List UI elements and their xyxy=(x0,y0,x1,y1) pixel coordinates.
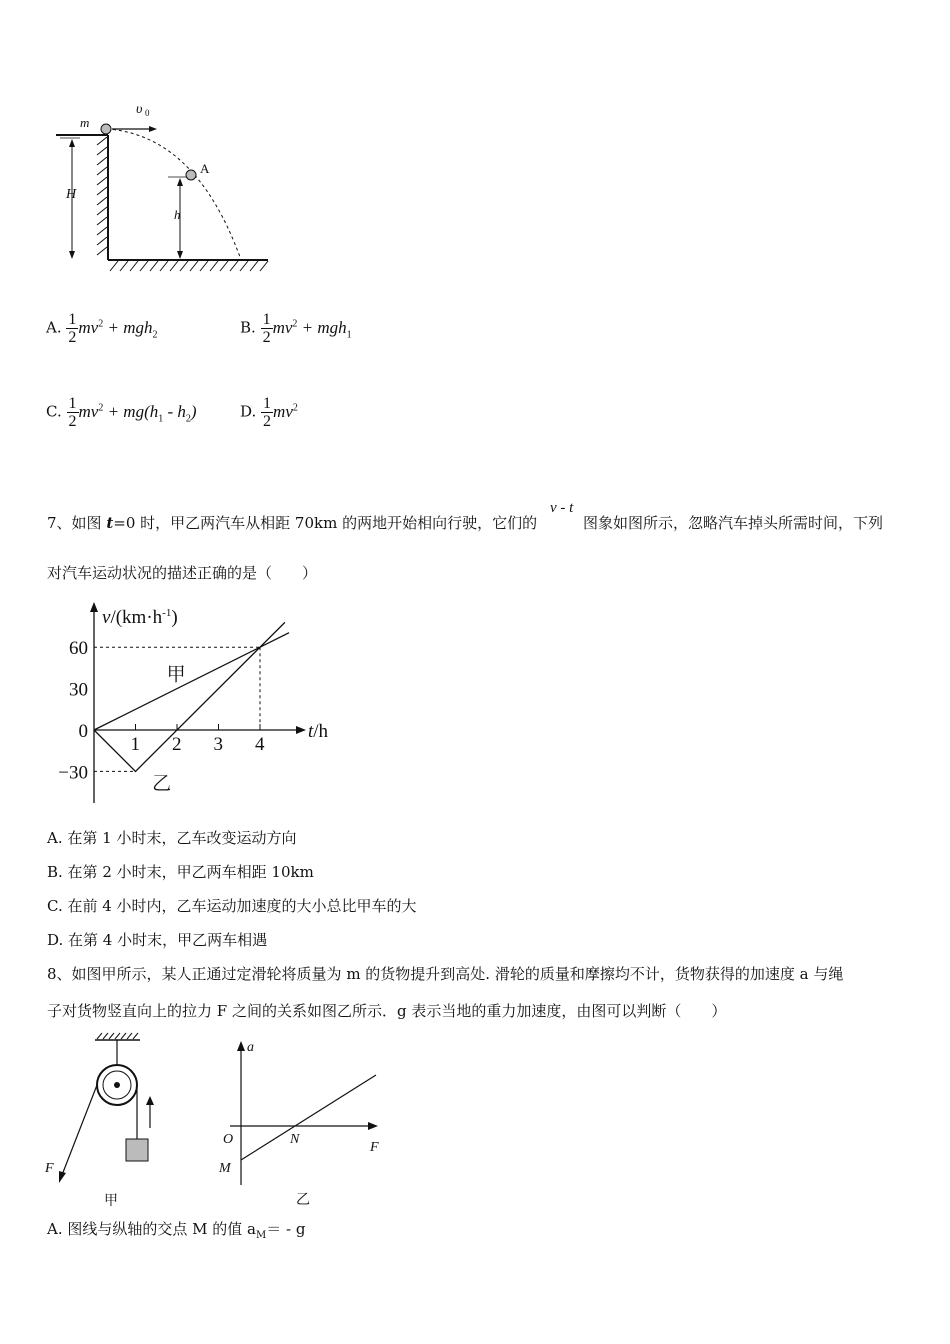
fraction-half: $\frac{1}{2}$ xyxy=(262,311,271,346)
q6-option-a[interactable]: A. $\frac{1}{2}$ $mv^2 + mgh_2$ xyxy=(46,311,158,346)
y-tick-label: 60 xyxy=(69,638,88,660)
y-tick-label: 0 xyxy=(78,721,88,742)
label-v0: υ xyxy=(136,102,143,117)
aF-graph xyxy=(210,1035,390,1210)
x-tick-label: 2 xyxy=(172,734,182,755)
q7-option-d[interactable]: D. 在第 4 小时末，甲乙两车相遇 xyxy=(47,931,268,949)
q7-stem-line2: 对汽车运动状况的描述正确的是（ ） xyxy=(47,564,318,582)
y-tick-label: 30 xyxy=(69,679,88,701)
q8-stem-line1: 8、如图甲所示，某人正通过定滑轮将质量为 m 的货物提升到高处. 滑轮的质量和摩擦均不计，货物获得的加速度 a 与绳 xyxy=(47,965,844,983)
fig-yi-M: M xyxy=(219,1161,231,1176)
fig-yi-a: a xyxy=(247,1040,254,1055)
q7-stem-line1-end: 图象如图所示，忽略汽车掉头所需时间，下列 xyxy=(583,514,884,532)
label-A: A xyxy=(200,161,210,176)
q8-option-a[interactable]: A. 图线与纵轴的交点 M 的值 $a_M= - g$ xyxy=(47,1220,306,1241)
fig-jia-F: F xyxy=(45,1161,54,1176)
fraction-half: $\frac{1}{2}$ xyxy=(263,395,272,430)
fig-yi-O: O xyxy=(223,1132,234,1147)
y-axis-label: $v/(km\cdot h^{-1})$ xyxy=(102,607,178,628)
vt-label: v - t xyxy=(550,500,574,516)
q7-stem-line1: 7、如图 t=0 时，甲乙两汽车从相距 70km 的两地开始相向行驶，它们的 xyxy=(47,514,538,532)
vt-chart xyxy=(50,598,350,808)
projectile-figure xyxy=(50,95,280,280)
q6-option-d[interactable]: D. $\frac{1}{2}$ $mv^2$ xyxy=(240,395,298,430)
label-h: h xyxy=(174,207,181,222)
x-tick-label: 3 xyxy=(213,734,223,755)
q7-option-a[interactable]: A. 在第 1 小时末，乙车改变运动方向 xyxy=(47,829,297,847)
series-label-yi: 乙 xyxy=(152,773,172,795)
q6-option-c[interactable]: C. $\frac{1}{2}$ $mv^2 + mg(h_1 - h_2)$ xyxy=(46,395,197,430)
q6-option-b[interactable]: B. $\frac{1}{2}$ $mv^2 + mgh_1$ xyxy=(240,311,352,346)
q7-option-c[interactable]: C. 在前 4 小时内，乙车运动加速度的大小总比甲车的大 xyxy=(47,897,417,915)
label-v0-sub: 0 xyxy=(145,108,150,118)
pulley-figure xyxy=(40,1030,180,1210)
y-tick-label: −30 xyxy=(58,762,88,784)
fraction-half: $\frac{1}{2}$ xyxy=(68,311,77,346)
q7-option-b[interactable]: B. 在第 2 小时末，甲乙两车相距 10km xyxy=(47,863,314,881)
aF-line xyxy=(241,1075,376,1160)
fig-yi-N: N xyxy=(290,1132,300,1147)
x-tick-label: 4 xyxy=(255,734,265,755)
x-axis-label: t/h xyxy=(308,721,329,742)
label-m: m xyxy=(80,115,90,130)
fraction-half: $\frac{1}{2}$ xyxy=(68,395,77,430)
fig-jia-label: 甲 xyxy=(104,1194,118,1209)
series-label-jia: 甲 xyxy=(166,664,186,686)
label-H: H xyxy=(66,187,77,202)
fig-yi-label: 乙 xyxy=(296,1193,310,1208)
fig-yi-F: F xyxy=(370,1140,379,1155)
q8-stem-line2: 子对货物竖直向上的拉力 F 之间的关系如图乙所示．g 表示当地的重力加速度，由图可以判断（ ） xyxy=(47,1002,727,1020)
x-tick-label: 1 xyxy=(130,734,140,755)
